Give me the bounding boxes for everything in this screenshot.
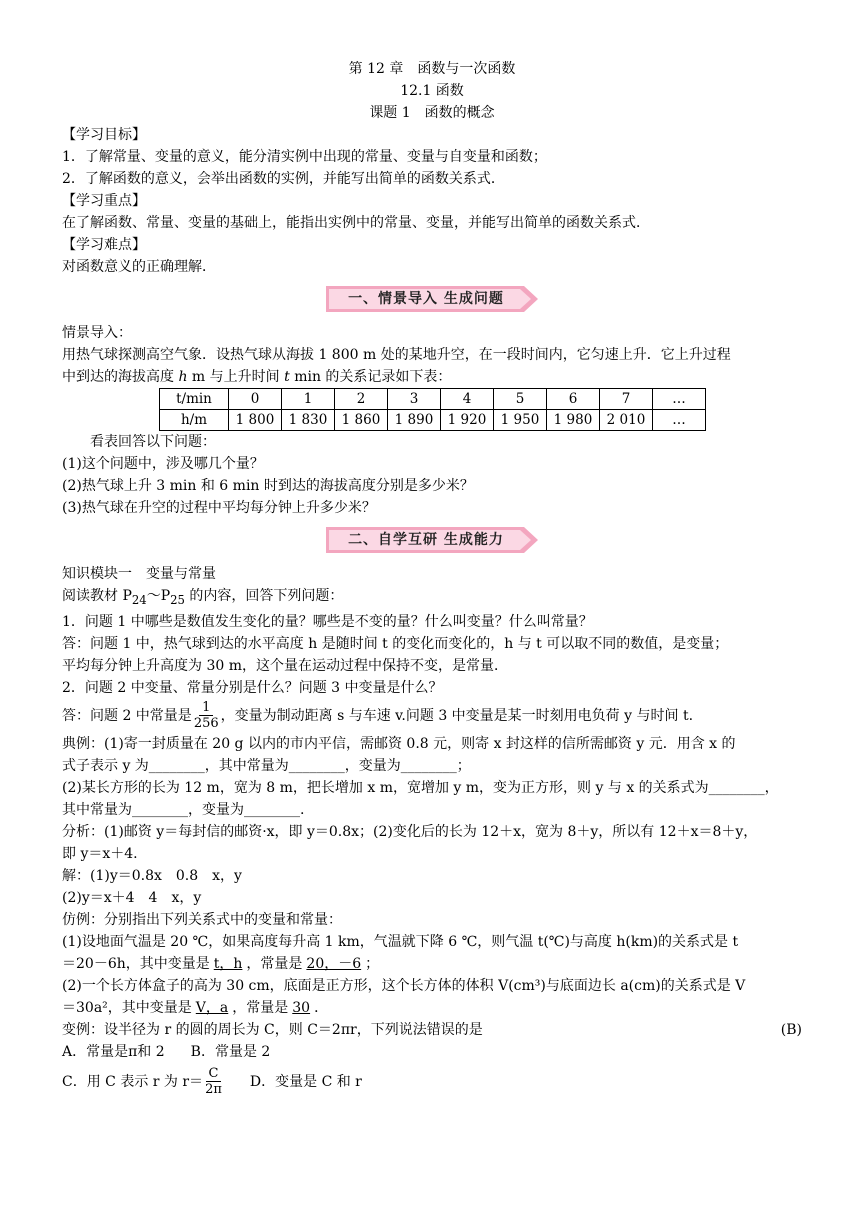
table-cell: … (653, 410, 706, 431)
practice-line: ＝20－6h，其中变量是 t，h ，常量是 20，－6 ； (62, 955, 380, 972)
fraction: $\frac{1}{256}$ (193, 700, 219, 732)
goal-item: 2．了解函数的意义，会举出函数的实例，并能写出简单的函数关系式． (62, 171, 505, 187)
solution-line: 解：(1)y＝0.8x 0.8 x，y (62, 867, 242, 884)
table-cell: 1 950 (494, 410, 547, 431)
table-cell: 5 (494, 389, 547, 410)
option-a: A．常量是π和 2 (62, 1043, 165, 1060)
answer-blank: 20，－6 (306, 955, 362, 972)
variant-answer: (B) (780, 1021, 802, 1038)
variant-options-ab (62, 1041, 802, 1063)
module-answer-fraction: 答：问题 2 中常量是 $\frac{1}{256}$ ，变量为制动距离 s 与车速 v.问题 3 中变量是某一时刻用电负荷 y 与时间 t. (62, 700, 694, 732)
practice-line: 仿例：分别指出下列关系式中的变量和常量： (62, 911, 342, 928)
table-header-cell: t/min (160, 389, 229, 410)
table-cell: 1 (282, 389, 335, 410)
table-cell: 1 830 (282, 410, 335, 431)
goals-label: 【学习目标】 (62, 127, 146, 143)
table-cell: … (653, 389, 706, 410)
table-cell: 1 860 (335, 410, 388, 431)
module-answer: 答：问题 1 中，热气球到达的水平高度 h 是随时间 t 的变化而变化的，h 与 t 可以取不同的数值，是变量； (62, 635, 729, 652)
analysis-line: 即 y＝x＋4. (62, 845, 138, 862)
lesson-title: 课题 1 函数的概念 (369, 105, 495, 121)
variant-stem: 变例：设半径为 r 的圆的周长为 C，则 C＝2πr，下列说法错误的是 (B) (62, 1019, 802, 1041)
table-cell: 2 (335, 389, 388, 410)
option-d: D．变量是 C 和 r (249, 1073, 362, 1090)
solution-line: (2)y＝x＋4 4 x，y (62, 889, 202, 906)
question-item: (2)热气球上升 3 min 和 6 min 时到达的海拔高度分别是多少米？ (62, 478, 474, 494)
practice-line: (2)一个长方体盒子的高为 30 cm，底面是正方形，这个长方体的体积 V(cm³)与底面边长 a(cm)的关系式是 V (62, 977, 746, 994)
questions-lead: 看表回答以下问题： (90, 434, 216, 450)
example-line: 式子表示 y 为________，其中常量为________，变量为________； (62, 757, 471, 774)
banner-title: 一、情景导入 生成问题 (348, 291, 504, 307)
answer-blank: 30 (292, 999, 311, 1016)
table-row (160, 389, 706, 410)
intro-text: 用热气球探测高空气象．设热气球从海拔 1 800 m 处的某地升空，在一段时间内，它匀速上升．它上升过程 (62, 347, 731, 363)
difficulty-text: 对函数意义的正确理解． (62, 259, 216, 275)
table-cell: 4 (441, 389, 494, 410)
data-table (159, 388, 706, 431)
section-banner-2 (62, 527, 802, 553)
section-title: 12.1 函数 (400, 83, 464, 99)
option-b: B．常量是 2 (190, 1043, 271, 1060)
module-question: 1．问题 1 中哪些是数值发生变化的量？哪些是不变的量？什么叫变量？什么叫常量？ (62, 613, 593, 630)
intro-label: 情景导入： (62, 325, 132, 341)
answer-blank: V，a (195, 999, 229, 1016)
section-banner-1 (62, 286, 802, 312)
example-line: 典例：(1)寄一封质量在 20 g 以内的市内平信，需邮资 0.8 元，则寄 x 封这样的信所需邮资 y 元．用含 x 的 (62, 735, 736, 752)
table-cell: 6 (547, 389, 600, 410)
table-cell: 0 (229, 389, 282, 410)
question-item: (1)这个问题中，涉及哪几个量？ (62, 456, 264, 472)
variant-options-cd (62, 1063, 802, 1101)
table-cell: 7 (600, 389, 653, 410)
worksheet-page (62, 58, 802, 1101)
difficulty-label: 【学习难点】 (62, 237, 146, 253)
module-question: 2．问题 2 中变量、常量分别是什么？问题 3 中变量是什么？ (62, 679, 443, 696)
table-cell: 1 890 (388, 410, 441, 431)
intro-text-2: 中到达的海拔高度 h m 与上升时间 t min 的关系记录如下表： (62, 369, 452, 385)
practice-line: (1)设地面气温是 20 ℃，如果高度每升高 1 km，气温就下降 6 ℃，则气温 t(℃)与高度 h(km)的关系式是 t (62, 933, 739, 950)
table-cell: 3 (388, 389, 441, 410)
fraction: $\frac{C}{2\pi}$ (205, 1066, 222, 1098)
option-c: C．用 C 表示 r 为 r＝ $\frac{C}{2\pi}$ (62, 1066, 222, 1098)
module-reading: 阅读教材 $P_{24}\sim P_{25}$ 的内容，回答下列问题： (62, 588, 344, 607)
table-cell: 1 920 (441, 410, 494, 431)
module-title: 知识模块一 变量与常量 (62, 566, 216, 582)
analysis-line: 分析：(1)邮资 y＝每封信的邮资·x，即 y＝0.8x；(2)变化后的长为 12＋x，宽为 8＋y，所以有 12＋x＝8＋y， (62, 823, 758, 840)
goal-item: 1．了解常量、变量的意义，能分清实例中出现的常量、变量与自变量和函数； (62, 149, 547, 165)
table-header-cell: h/m (160, 410, 229, 431)
module-answer: 平均每分钟上升高度为 30 m，这个量在运动过程中保持不变，是常量． (62, 657, 508, 674)
banner-title: 二、自学互研 生成能力 (348, 532, 504, 548)
example-line: (2)某长方形的长为 12 m，宽为 8 m，把长增加 x m，宽增加 y m，变为正方形，则 y 与 x 的关系式为________， (62, 779, 779, 796)
table-cell: 1 980 (547, 410, 600, 431)
focus-text: 在了解函数、常量、变量的基础上，能指出实例中的常量、变量，并能写出简单的函数关系式． (62, 215, 650, 231)
practice-line: ＝30a²，其中变量是 V，a ，常量是 30 ． (62, 999, 329, 1016)
chapter-title: 第 12 章 函数与一次函数 (348, 61, 516, 77)
table-cell: 1 800 (229, 410, 282, 431)
example-line: 其中常量为________，变量为________. (62, 801, 305, 818)
table-cell: 2 010 (600, 410, 653, 431)
focus-label: 【学习重点】 (62, 193, 146, 209)
answer-blank: t，h (213, 955, 243, 972)
question-item: (3)热气球在升空的过程中平均每分钟上升多少米？ (62, 500, 376, 516)
table-row (160, 410, 706, 431)
